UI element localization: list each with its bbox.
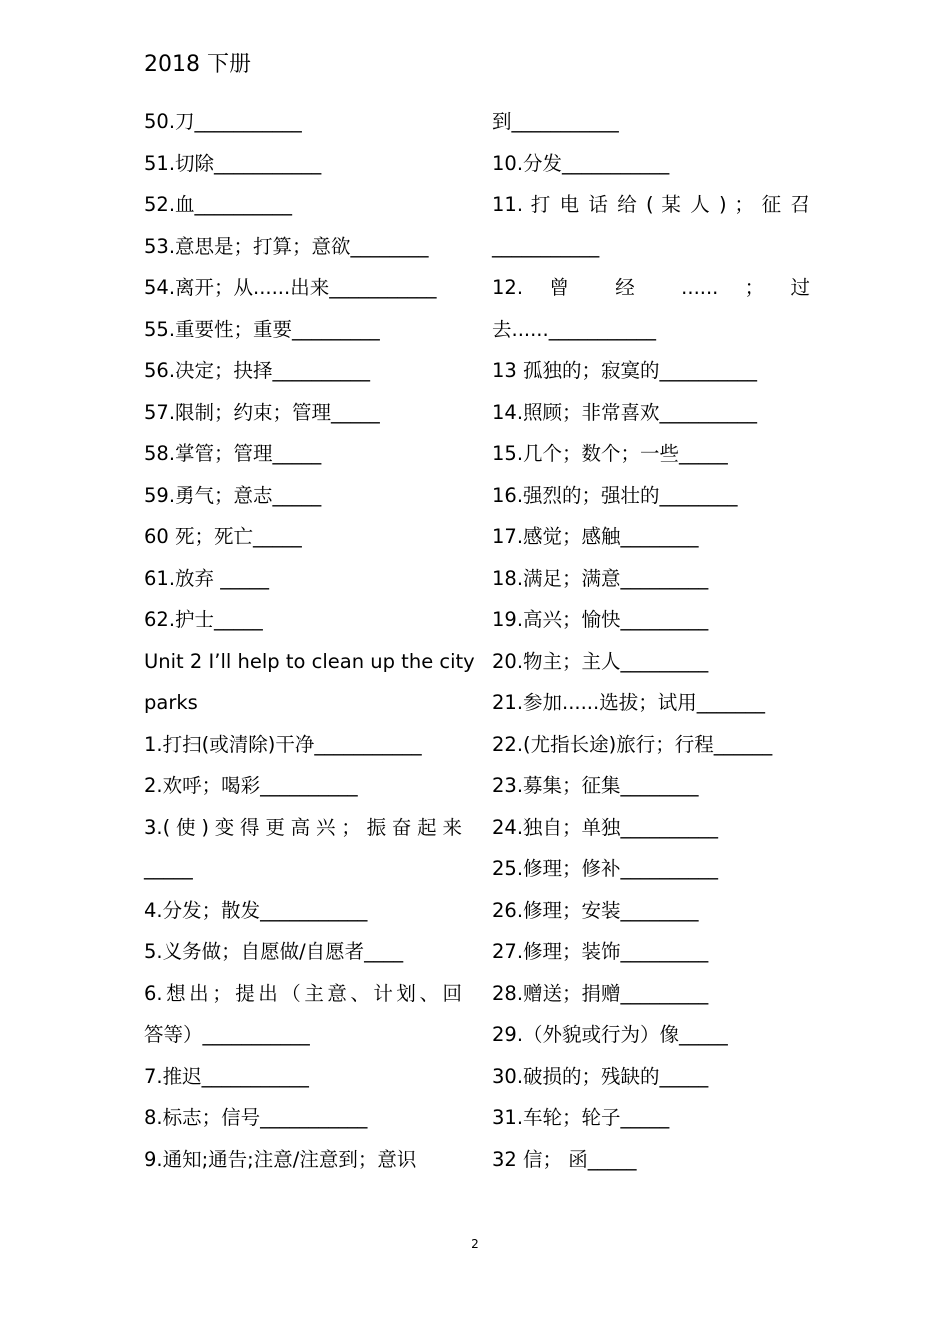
vocab-line: 29.（外貌或行为）像_____ xyxy=(492,1023,728,1046)
unit-heading: Unit 2 I’ll help to clean up the city xyxy=(144,649,475,673)
vocab-line: 22.(尤指长途)旅行；行程______ xyxy=(492,732,773,756)
vocab-line: 2.欢呼；喝彩__________ xyxy=(144,774,358,797)
vocab-line: 7.推迟___________ xyxy=(144,1064,309,1088)
vocab-line: 20.物主；主人_________ xyxy=(492,649,709,673)
vocab-line: 19.高兴；愉快_________ xyxy=(492,608,709,631)
vocab-line: 61.放弃 _____ xyxy=(144,566,269,590)
vocab-line: 8.标志；信号___________ xyxy=(144,1106,368,1129)
vocab-line: 32 信； 函_____ xyxy=(492,1147,637,1171)
vocab-line: 52.血__________ xyxy=(144,193,293,216)
vocab-line: 4.分发；散发___________ xyxy=(144,898,368,922)
vocab-line: 1.打扫(或清除)干净___________ xyxy=(144,732,422,756)
vocab-line: 21.参加......选拔；试用_______ xyxy=(492,691,765,714)
vocab-line: 59.勇气；意志_____ xyxy=(144,483,322,507)
vocab-line: 3.(使)变得更高兴；振奋起来 xyxy=(144,815,462,839)
page-number: 2 xyxy=(471,1237,479,1251)
vocab-line: 62.护士_____ xyxy=(144,608,263,631)
vocab-line: 11. 打 电 话 给 ( 某 人 ) ； 征 召 xyxy=(492,193,810,216)
vocab-line: 25.修理；修补__________ xyxy=(492,857,719,880)
vocab-line: 51.切除___________ xyxy=(144,151,322,175)
vocab-line: 17.感觉；感触________ xyxy=(492,525,699,548)
vocab-line: 58.掌管；管理_____ xyxy=(144,442,322,465)
vocab-line: 5.义务做；自愿做/自愿者____ xyxy=(144,940,404,963)
left-column xyxy=(144,101,475,1180)
vocab-line: 23.募集；征集________ xyxy=(492,774,699,797)
vocab-line: 60 死；死亡_____ xyxy=(144,525,302,548)
vocab-line: 13 孤独的；寂寞的__________ xyxy=(492,359,758,382)
vocab-line: 16.强烈的；强壮的________ xyxy=(492,483,738,507)
vocab-line: ___________ xyxy=(492,234,600,258)
vocab-line: 27.修理；装饰_________ xyxy=(492,940,709,963)
vocab-line: 9.通知;通告;注意/注意到；意识 xyxy=(144,1147,417,1171)
vocab-line: 54.离开；从......出来___________ xyxy=(144,276,437,299)
vocab-line: 24.独自；单独__________ xyxy=(492,815,719,839)
vocab-line: 55.重要性；重要_________ xyxy=(144,317,380,341)
vocab-line: 26.修理；安装________ xyxy=(492,898,699,922)
vocab-line: 到___________ xyxy=(492,110,619,133)
vocab-line: 14.照顾；非常喜欢__________ xyxy=(492,400,758,424)
right-column xyxy=(492,101,810,1180)
vocab-line: 53.意思是；打算；意欲________ xyxy=(144,234,429,258)
vocab-line: _____ xyxy=(144,857,193,880)
vocab-line: 18.满足；满意_________ xyxy=(492,566,709,590)
vocab-line: 6.想出；提出（主意、计划、回 xyxy=(144,981,462,1005)
vocab-line: 15.几个；数个；一些_____ xyxy=(492,442,728,465)
vocab-line: 57.限制；约束；管理_____ xyxy=(144,400,380,424)
vocab-line: 30.破损的；残缺的_____ xyxy=(492,1064,709,1088)
vocab-line: 50.刀___________ xyxy=(144,110,302,133)
unit-heading-continued: parks xyxy=(144,691,198,714)
vocab-line: 10.分发___________ xyxy=(492,151,670,175)
vocab-line: 31.车轮；轮子_____ xyxy=(492,1106,670,1129)
vocab-line: 去......___________ xyxy=(492,317,656,341)
vocab-line: 答等）___________ xyxy=(144,1023,310,1046)
vocab-line: 28.赠送；捐赠_________ xyxy=(492,981,709,1005)
page-header: 2018 下册 xyxy=(144,52,251,77)
vocab-line: 56.决定；抉择__________ xyxy=(144,359,371,382)
vocab-line: 12. 曾 经 ...... ； 过 xyxy=(492,276,810,299)
